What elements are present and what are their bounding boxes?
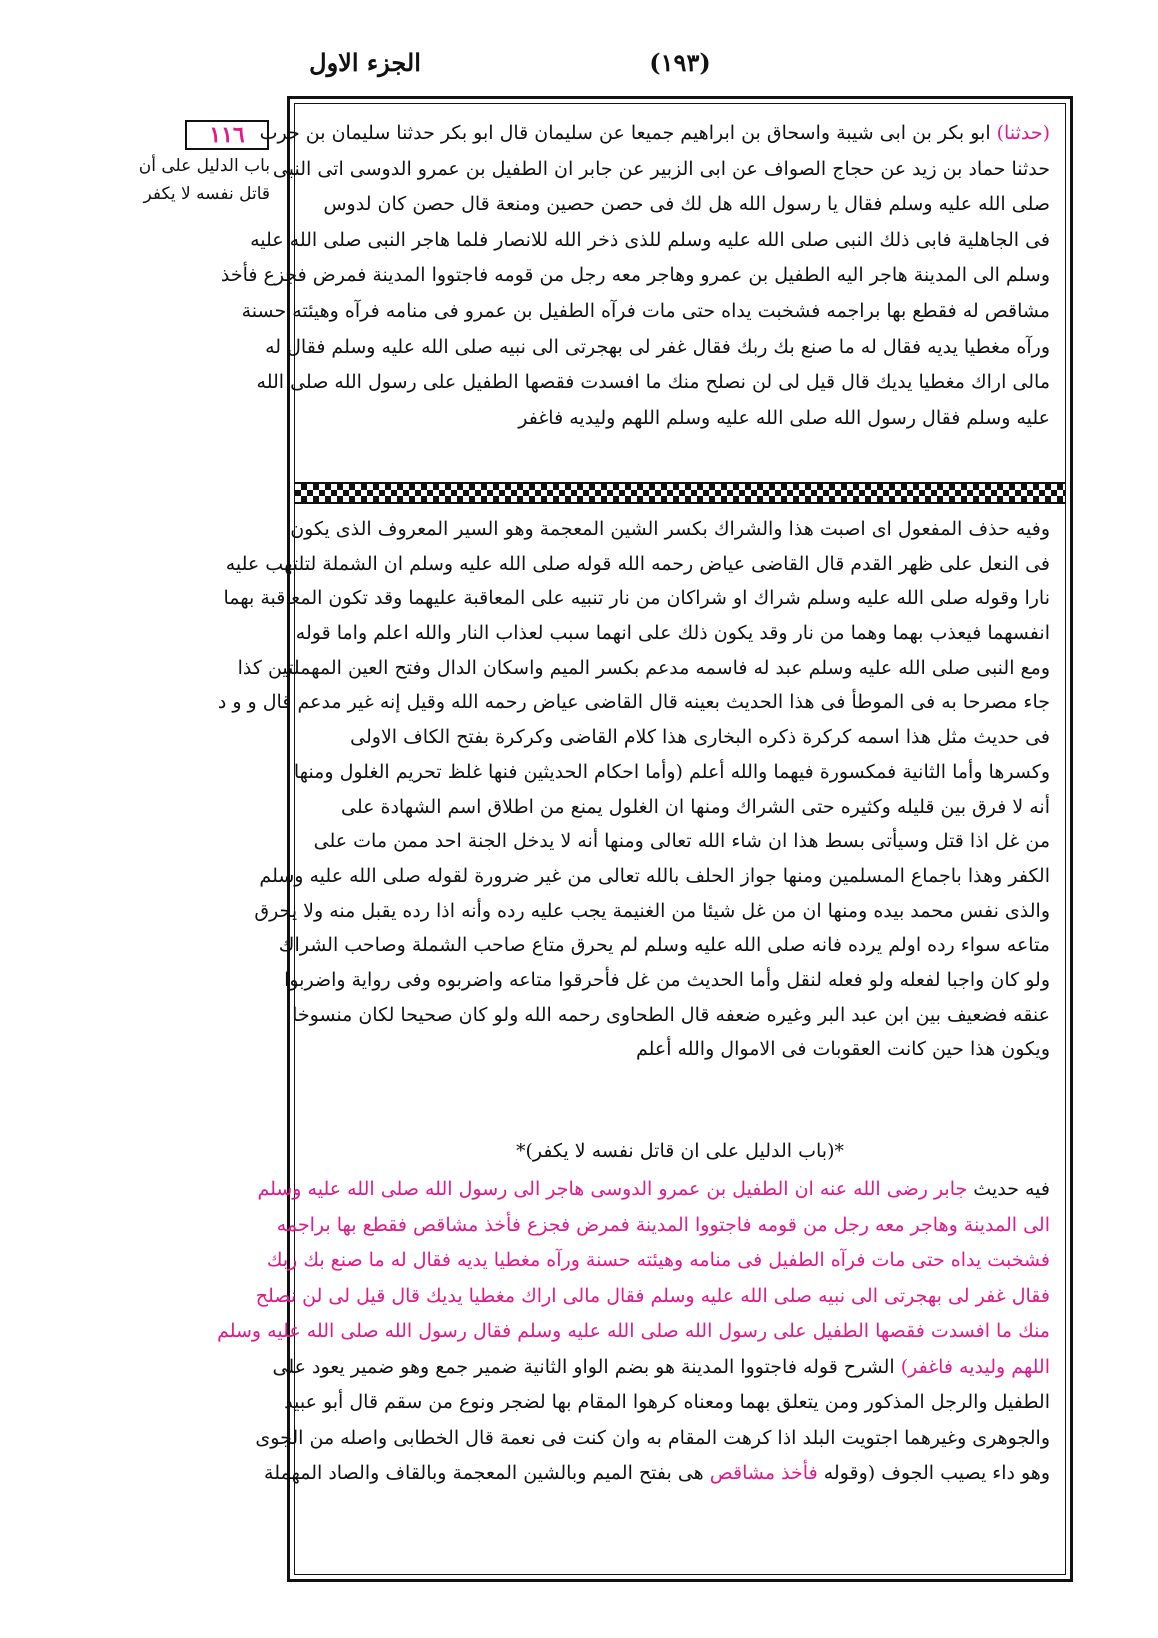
margin-chapter-number: ١١٦ bbox=[185, 120, 269, 150]
text-line: مالى اراك مغطيا يديك قال قيل لى لن نصلح منك ما افسدت فقصها الطفيل على رسول الله صلى الله bbox=[256, 371, 1050, 394]
page-number: (١٩٣) bbox=[649, 48, 711, 77]
chapter-heading: *(باب الدليل على ان قاتل نفسه لا يكفر)* bbox=[515, 1140, 844, 1162]
text-span: وهو داء يصيب الجوف (وقوله bbox=[817, 1462, 1050, 1484]
text-line: والذى نفس محمد بيده ومنها ان من غل شيئا من الغنيمة يجب عليه رده وأنه اذا رده يقبل منه ولا يحرق bbox=[254, 899, 1050, 922]
text-line: حدثنا حماد بن زيد عن حجاج الصواف عن ابى الزبير عن جابر ان الطفيل بن عمرو الدوسى اتى النبى bbox=[272, 157, 1050, 180]
text-line bbox=[257, 1172, 1050, 1208]
text-span: ابو بكر بن ابى شيبة واسحاق بن ابراهيم جميعا عن سليمان قال ابو بكر حدثنا سليمان بن حرب bbox=[259, 122, 997, 144]
text-line: متاعه سواء رده اولم يرده فانه صلى الله عليه وسلم لم يحرق متاع صاحب الشملة وصاحب الشراك bbox=[278, 934, 1050, 957]
text-line: فى حديث مثل هذا اسمه كركرة ذكره البخارى هذا كلام القاضى وكركرة بفتح الكاف الاولى bbox=[350, 726, 1050, 749]
text-line: عنقه فضعيف بين ابن عبد البر وغيره ضعفه قال الطحاوى رحمه الله ولو كان صحيحا لكان منسوخا bbox=[292, 1003, 1050, 1026]
checkered-divider bbox=[295, 482, 1065, 504]
text-line: فى الجاهلية فابى ذلك النبى صلى الله عليه وسلم للذى ذخر الله للانصار فلما هاجر النبى صلى الله عليه bbox=[250, 228, 1050, 251]
margin-chapter-title: باب الدليل على أن قاتل نفسه لا يكفر bbox=[138, 156, 270, 204]
text-line: فى النعل على ظهر القدم قال القاضى عياض رحمه الله قوله صلى الله عليه وسلم ان الشملة لتلتهب عليه bbox=[225, 552, 1050, 575]
text-line: والجوهرى وغيرهما اجتويت البلد اذا كرهت المقام به وان كنت فى نعمة قال الخطابى واصله من الجوى bbox=[255, 1426, 1050, 1449]
text-line: انفسهما فيعذب بهما وهما من نار وقد يكون ذلك على انهما سبب لعذاب النار والله اعلم واما قوله bbox=[295, 622, 1050, 645]
highlighted-hadith-text: اللهم وليديه فاغفر) bbox=[900, 1355, 1050, 1378]
text-line: صلى الله عليه وسلم فقال يا رسول الله هل لك فى حصن حصين ومنعة قال حصن كان لدوس bbox=[323, 193, 1050, 216]
text-line: ولو كان واجبا لفعله ولو فعله لنقل وأما الحديث من غل فأحرقوا متاعه واضربوه وفى رواية واضربوا bbox=[284, 968, 1050, 991]
text-span: الشرح قوله فاجتووا المدينة هو بضم الواو الثانية ضمير جمع وهو ضمير يعود على bbox=[272, 1355, 901, 1378]
text-line: جاء مصرحا به فى الموطأ فى هذا الحديث بعينه قال القاضى عياض رحمه الله وقيل إنه غير مدعم قال و و د bbox=[217, 691, 1050, 714]
chapter-commentary-block bbox=[217, 1172, 1050, 1492]
text-line bbox=[259, 116, 1050, 152]
text-line: أنه لا فرق بين قليله وكثيره حتى الشراك ومنها ان الغلول يمنع من اطلاق اسم الشهادة على bbox=[340, 795, 1050, 818]
text-line: مشاقص له فقطع بها براجمه فشخبت يداه حتى مات فرآه الطفيل بن عمرو فى منامه فرآه وهيئته حسنة bbox=[241, 299, 1050, 322]
text-line: وفيه حذف المفعول اى اصبت هذا والشراك بكسر الشين المعجمة وهو السير المعروف الذى يكون bbox=[290, 518, 1050, 540]
highlighted-term: فأخذ مشاقص bbox=[709, 1462, 818, 1484]
text-line: ويكون هذا حين كانت العقوبات فى الاموال والله أعلم bbox=[635, 1038, 1050, 1061]
commentary-text-block bbox=[217, 512, 1050, 1067]
text-span: هى بفتح الميم وبالشين المعجمة وبالقاف والصاد المهملة bbox=[264, 1462, 710, 1484]
text-line: وكسرها وأما الثانية فمكسورة فيهما والله أعلم (وأما احكام الحديثين فنها غلظ تحريم الغلول ومنها bbox=[293, 760, 1050, 783]
text-line: من غل اذا قتل وسيأتى بسط هذا ان شاء الله تعالى ومنها أنه لا يدخل الجنة احد ممن مات على bbox=[313, 830, 1050, 853]
text-line: ورآه مغطيا يديه فقال له ما صنع بك ربك فقال غفر لى بهجرتى الى نبيه صلى الله عليه وسلم فقال له bbox=[265, 335, 1050, 358]
text-line: الطفيل والرجل المذكور ومن يتعلق بهما ومعناه كرهوا المقام بها لضجر ونوع من سقم قال أبو عبيد bbox=[284, 1391, 1050, 1413]
highlighted-hadith-text: الى المدينة وهاجر معه رجل من قومه فاجتووا المدينة فمرض فجزع فأخذ مشاقص فقطع بها براجمه bbox=[276, 1213, 1050, 1236]
highlighted-hadith-text: فقال غفر لى بهجرتى الى نبيه صلى الله عليه وسلم فقال مالى اراك مغطيا يديك قال قيل لى لن نصلح bbox=[255, 1284, 1050, 1307]
highlighted-hadith-text: فشخبت يداه حتى مات فرآه الطفيل فى منامه وهيئته حسنة ورآه مغطيا يديه فقال له ما صنع بك ربك bbox=[266, 1249, 1050, 1271]
text-line: نارا وقوله صلى الله عليه وسلم شراك او شراكان من نار تنبيه على المعاقبة عليهما وقد تكون المعاقبة بهما bbox=[223, 587, 1050, 610]
text-line bbox=[264, 1456, 1050, 1492]
text-line bbox=[272, 1350, 1050, 1386]
text-line: وسلم الى المدينة هاجر اليه الطفيل بن عمرو وهاجر معه رجل من قومه فاجتووا المدينة فمرض فجزع فأخذ bbox=[220, 264, 1050, 287]
text-line: الكفر وهذا باجماع المسلمين ومنها جواز الحلف بالله تعالى من غير ضرورة لقوله صلى الله عليه وسلم bbox=[259, 864, 1050, 887]
text-span: فيه حديث bbox=[967, 1178, 1050, 1200]
running-header-title: الجزء الاول bbox=[309, 48, 421, 77]
highlighted-hadith-text: جابر رضى الله عنه ان الطفيل بن عمرو الدوسى هاجر الى رسول الله صلى الله عليه وسلم bbox=[257, 1178, 968, 1200]
highlighted-hadith-text: منك ما افسدت فقصها الطفيل على رسول الله صلى الله عليه وسلم فقال رسول الله صلى الله عليه وسلم bbox=[217, 1320, 1050, 1342]
text-line: ومع النبى صلى الله عليه وسلم عبد له فاسمه مدعم بكسر الميم واسكان الدال وفتح العين المهملتين كذا bbox=[237, 656, 1050, 679]
text-line: عليه وسلم فقال رسول الله صلى الله عليه وسلم اللهم وليديه فاغفر bbox=[518, 406, 1050, 429]
hadith-lead-word: (حدثنا) bbox=[996, 122, 1050, 144]
